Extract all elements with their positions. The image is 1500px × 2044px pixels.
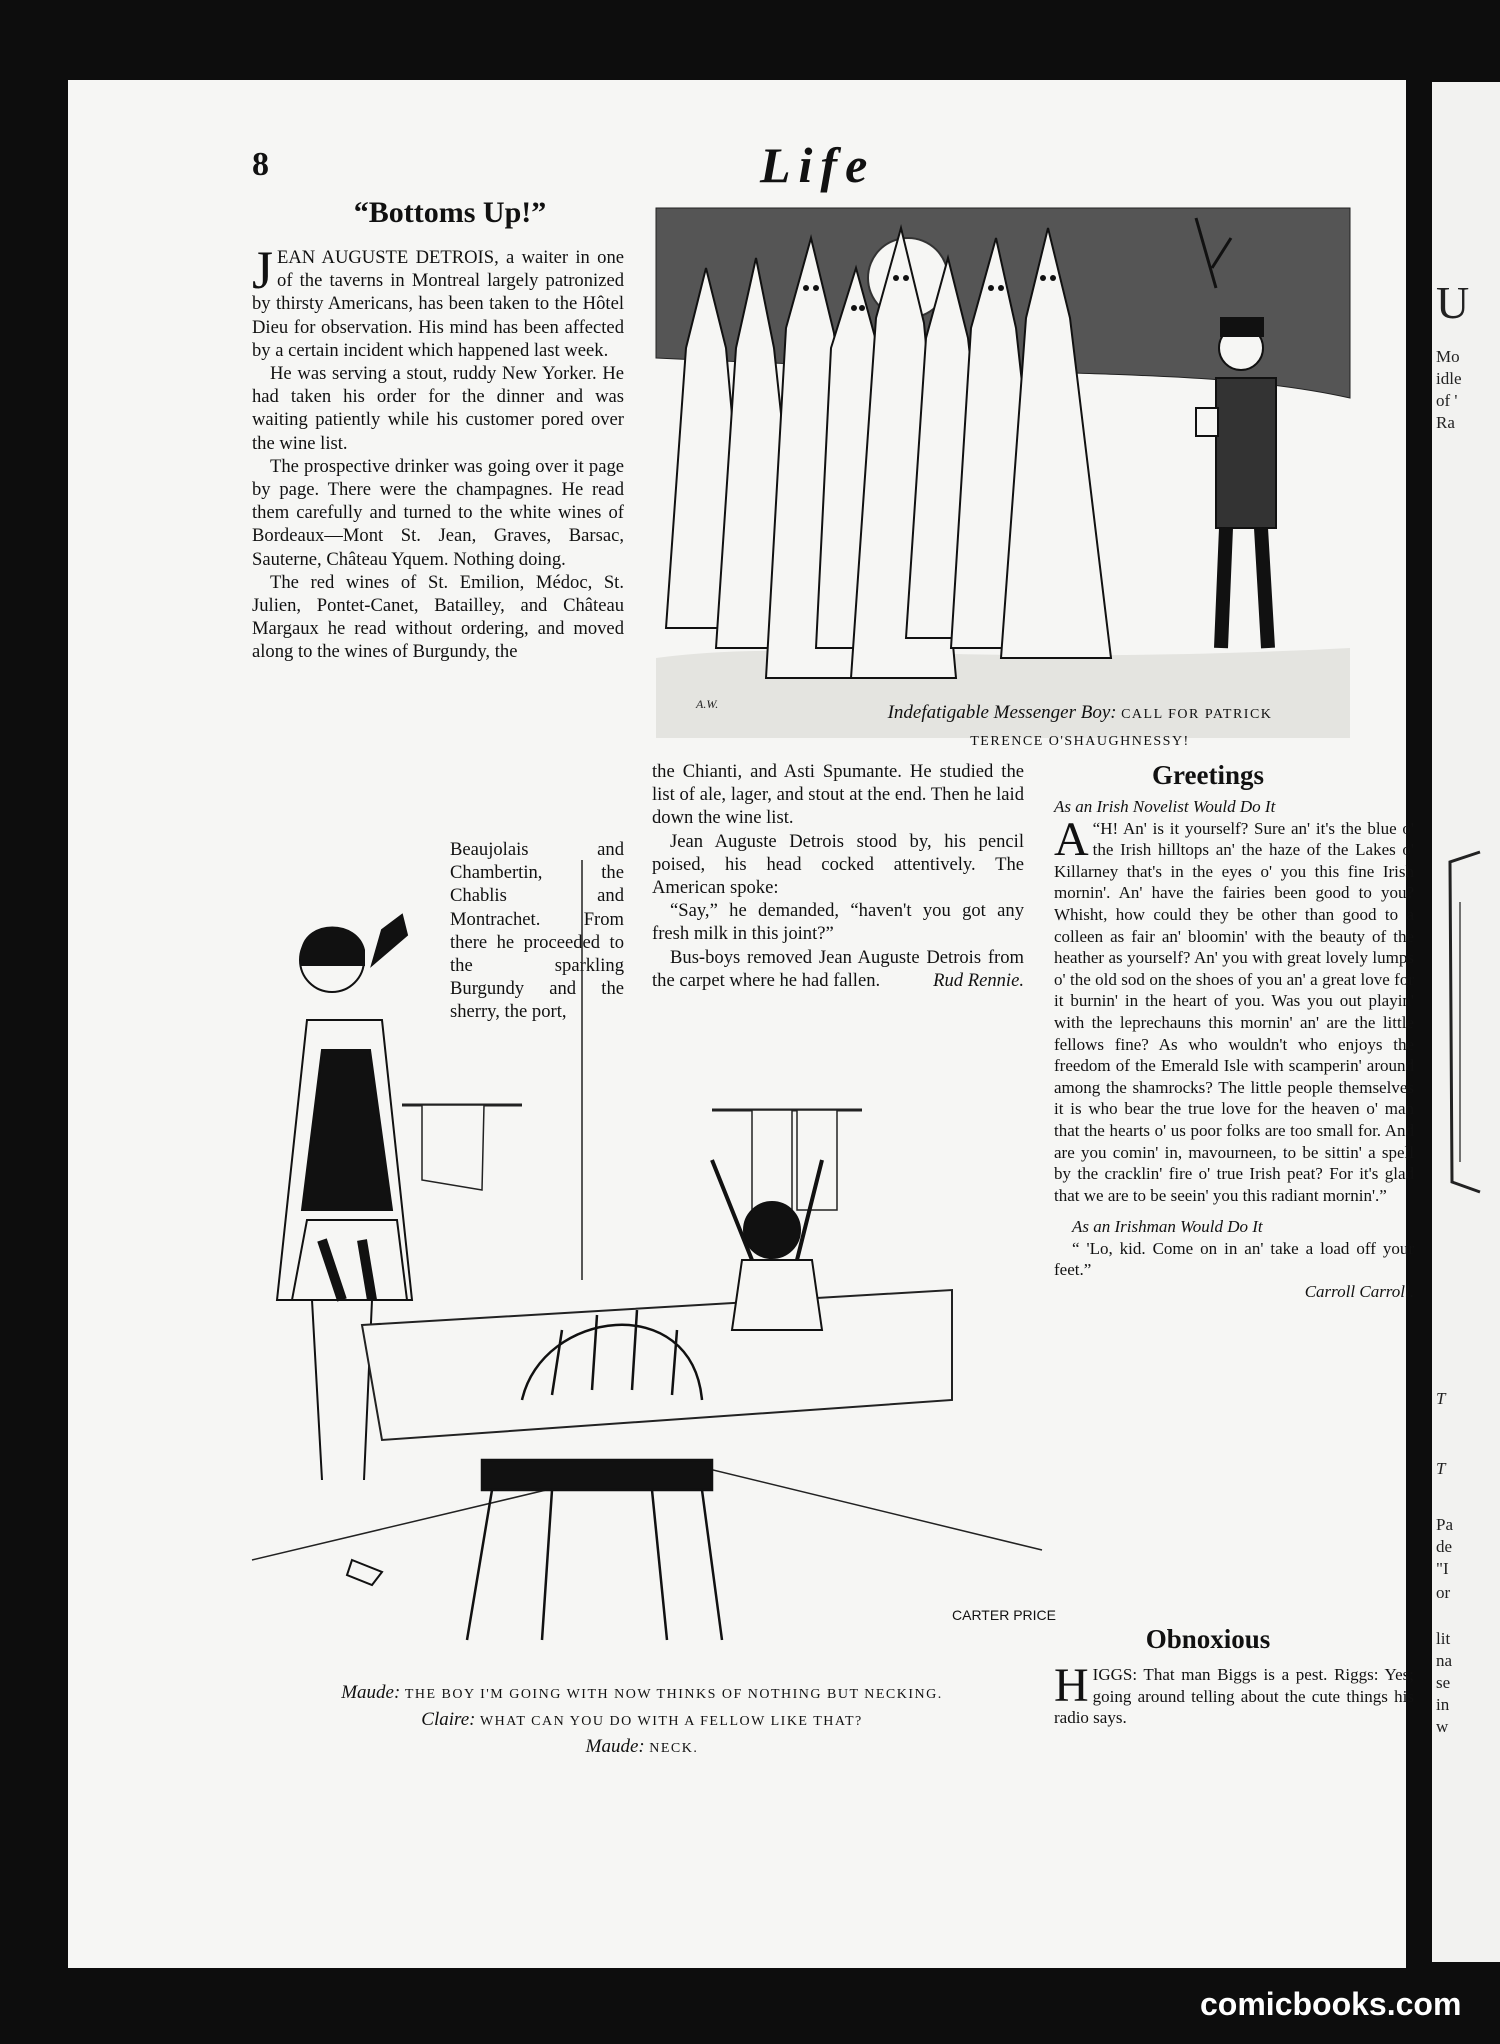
article-subtitle: As an Irishman Would Do It xyxy=(1072,1217,1263,1237)
masthead: Life xyxy=(760,137,876,193)
artist-signature: CARTER PRICE xyxy=(952,1607,1056,1623)
drop-cap: H xyxy=(1054,1659,1089,1712)
adjacent-page-edge xyxy=(1432,82,1500,1962)
article-paragraph: He was serving a stout, ruddy New Yorker. He had taken his order for the dinner and was waiting patiently while his customer pored over the wine list. xyxy=(252,363,624,454)
article-paragraph xyxy=(1054,1659,1414,1729)
adjacent-text: Pa xyxy=(1436,1515,1453,1534)
author-signature: Carroll Carroll. xyxy=(1304,1282,1414,1302)
site-watermark: comicbooks.com xyxy=(1200,1986,1462,2022)
page-number: 8 xyxy=(252,146,269,183)
article-column-4 xyxy=(1054,1659,1414,1729)
article-paragraph xyxy=(252,240,624,362)
svg-text:A.W.: A.W. xyxy=(696,697,719,711)
caption-line: NECK. xyxy=(649,1741,699,1756)
adjacent-text: idle xyxy=(1436,369,1462,388)
cartoon-caption xyxy=(252,1680,1032,1761)
article-paragraph: The prospective drinker was going over it page by page. There were the champagnes. He read them carefully and turned to the white wines of Bordeaux—Mont St. Jean, Graves, Barsac, Sauterne, Château Yquem. Nothing doing. xyxy=(252,455,624,570)
article-column-1 xyxy=(252,240,624,664)
author-signature: Rud Rennie. xyxy=(933,970,1024,992)
adjacent-text: in xyxy=(1436,1695,1450,1714)
adjacent-text: "I xyxy=(1436,1559,1449,1578)
caption-speaker: Claire: xyxy=(421,1709,476,1730)
adjacent-letter: U xyxy=(1436,277,1470,328)
article-paragraph: Bus-boys removed Jean Auguste Detrois from the carpet where he had fallen. xyxy=(652,946,1024,991)
adjacent-text: na xyxy=(1436,1651,1453,1670)
article-title: Greetings xyxy=(1152,760,1264,790)
article-paragraph: Jean Auguste Detrois stood by, his pencil poised, his head cocked attentively. The American spoke: xyxy=(652,830,1024,899)
adjacent-text: de xyxy=(1436,1537,1453,1556)
adjacent-text: se xyxy=(1436,1673,1451,1692)
article-paragraph: “ A H! An' is it yourself? Sure an' it's the blue o' the Irish hilltops an' the haze of the Lakes o' Killarney that's in the eyes o' you this fine Irish mornin'. An' have the fairies been good to you? Whisht, how could they be other than good to a colleen as fair an' bloomin' with the beauty of the heather as yourself? An' you with great lovely lumps o' the old sod on the shoes of you an' a great love for it burnin' in the heart of you. Was you out playin' with the leprechauns this mornin' an' are the little fellows fine? As who wouldn't who enjoys the freedom of the Emerald Isle with scamperin' around among the shamrocks? The little people themselves it is who bear the true love for the heaven o' man that the hearts o' us poor folks are too small for. And are you comin' in, mavourneen, to be sittin' a spell by the cracklin' fire o' true Irish peat? For it's glad that we are to be seein' you this radiant mornin'.” xyxy=(1054,812,1414,1205)
drop-cap: A xyxy=(1054,812,1089,866)
article-subtitle: As an Irish Novelist Would Do It xyxy=(1054,797,1276,816)
caption-speaker: Maude: xyxy=(341,1682,401,1703)
adjacent-text: T xyxy=(1436,1459,1446,1478)
caption-line: THE BOY I'M GOING WITH NOW THINKS OF NOTHING BUT NECKING. xyxy=(404,1687,943,1702)
adjacent-text: of ' xyxy=(1436,391,1458,410)
adjacent-text: lit xyxy=(1436,1629,1451,1648)
caption-line: TERENCE O'SHAUGHNESSY! xyxy=(970,734,1190,749)
drop-cap: J xyxy=(252,240,274,300)
adjacent-text: Ra xyxy=(1436,413,1455,432)
adjacent-text: w xyxy=(1436,1717,1449,1736)
article-title: “Bottoms Up!” xyxy=(353,196,547,229)
paragraph-text: H! An' is it yourself? Sure an' it's the blue o' the Irish hilltops an' the haze of the Lakes o' Killarney that's in the eyes o' you this fine Irish mornin'. An' have the fairies been good to you? Whisht, how could they be other than good to a colleen as fair an' bloomin' with the beauty of the heather as yourself? An' you with great lovely lumps o' the old sod on the shoes of you an' a great love for it burnin' in the heart of you. Was you out playin' with the leprechauns this mornin' an' are the little fellows fine? As who wouldn't who enjoys the freedom of the Emerald Isle with scamperin' around among the shamrocks? The little people themselves it is who bear the true love for the heaven o' man that the hearts o' us poor folks are too small for. And are you comin' in, mavourneen, to be sittin' a spell by the cracklin' fire o' true Irish peat? For it's glad that we are to be seein' you this radiant mornin'.” xyxy=(1054,818,1414,1205)
klansmen-cartoon xyxy=(656,208,1350,738)
article-paragraph: Beaujolais and Chambertin, the Chablis and Montrachet. From there he proceeded to the sparkling Burgundy and the sherry, the port, xyxy=(450,839,624,1023)
caption-speaker: Indefatigable Messenger Boy: xyxy=(887,702,1117,723)
article-title: Obnoxious xyxy=(1145,1624,1271,1654)
article-column-3 xyxy=(1054,796,1414,1303)
caption-line: CALL FOR PATRICK xyxy=(1121,707,1273,722)
caption-speaker: Maude: xyxy=(585,1736,645,1757)
adjacent-text: T xyxy=(1436,1389,1446,1408)
adjacent-text: or xyxy=(1436,1583,1451,1602)
bathroom-cartoon xyxy=(252,860,1056,1660)
article-paragraph: The red wines of St. Emilion, Médoc, St. Julien, Pontet-Canet, Batailley, and Château Margaux he read without ordering, and moved along to the wines of Burgundy, the xyxy=(252,571,624,663)
paragraph-text: IGGS: That man Biggs is a pest. Riggs: Yes; going around telling about the cute things his radio says. xyxy=(1054,1665,1414,1728)
caption-line: WHAT CAN YOU DO WITH A FELLOW LIKE THAT? xyxy=(479,1714,863,1729)
article-paragraph: the Chianti, and Asti Spumante. He studied the list of ale, lager, and stout at the end. Then he laid down the wine list. xyxy=(652,761,1024,829)
adjacent-text: Mo xyxy=(1436,347,1460,366)
adjacent-illustration xyxy=(1440,842,1490,1202)
cartoon-caption xyxy=(770,700,1390,754)
article-paragraph: “ 'Lo, kid. Come on in an' take a load off your feet.” xyxy=(1054,1238,1414,1280)
paragraph-text: EAN AUGUSTE DETROIS, a waiter in one of the taverns in Montreal largely patronized by thirsty Americans, has been taken to the Hôtel Dieu for observation. His mind has been affected by a certain incident which happened last week. xyxy=(252,247,624,361)
article-paragraph: “Say,” he demanded, “haven't you got any fresh milk in this joint?” xyxy=(652,900,1024,945)
